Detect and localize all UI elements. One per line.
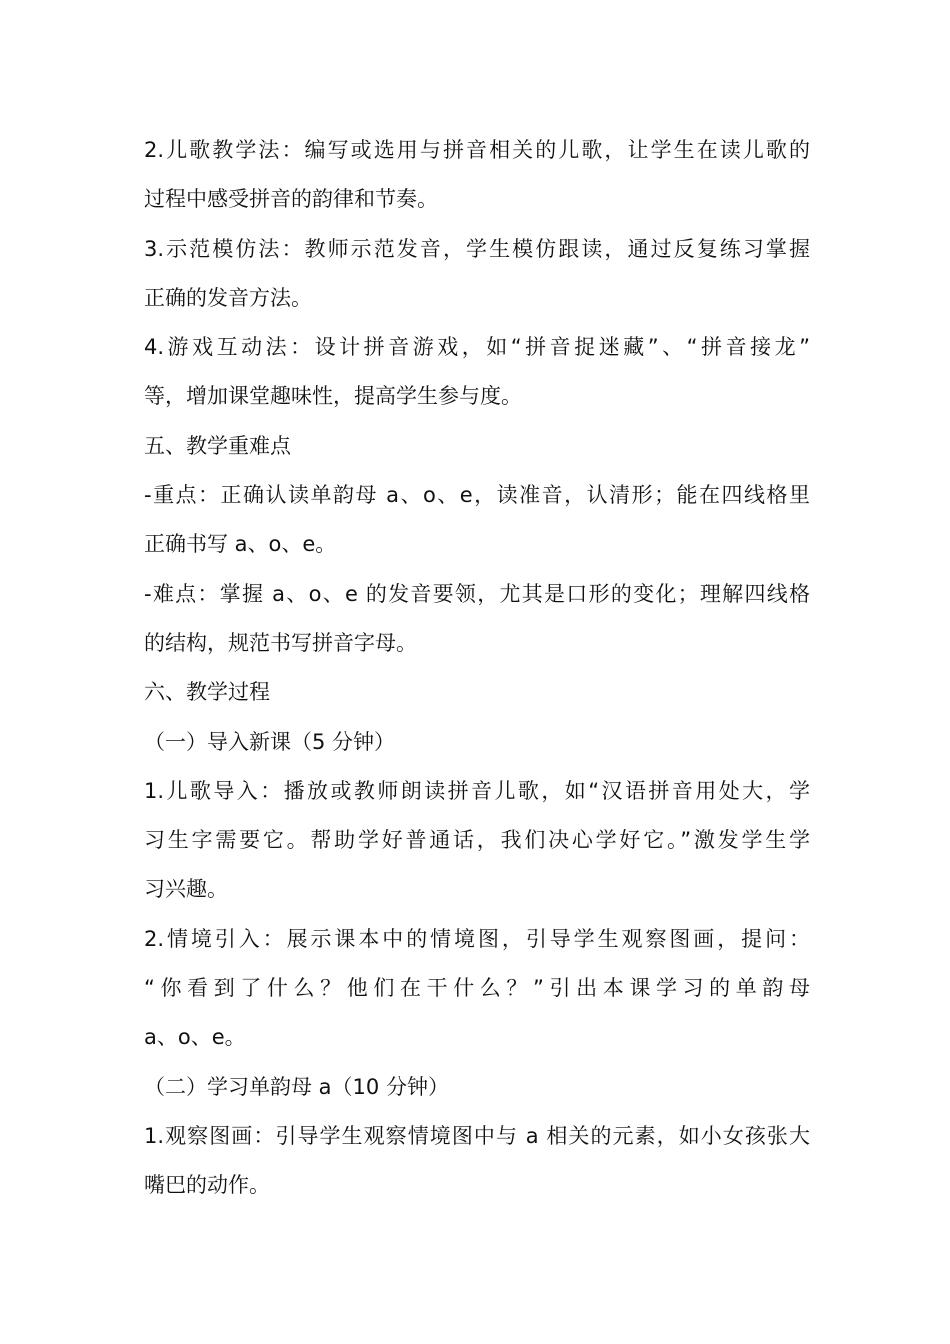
paragraph-line: 2.儿歌教学法：编写或选用与拼音相关的儿歌，让学生在读儿歌的 — [144, 138, 810, 162]
paragraph-line: a、o、e。 — [144, 1025, 246, 1050]
paragraph-line: 4.游戏互动法：设计拼音游戏，如“拼音捉迷藏”、“拼音接龙” — [144, 335, 810, 360]
paragraph-line: 3.示范模仿法：教师示范发音，学生模仿跟读，通过反复练习掌握 — [144, 236, 810, 261]
paragraph-line: 1.观察图画：引导学生观察情境图中与 a 相关的元素，如小女孩张大 — [144, 1123, 810, 1148]
paragraph-line: 嘴巴的动作。 — [144, 1173, 270, 1198]
paragraph-line: 的结构，规范书写拼音字母。 — [144, 630, 417, 655]
paragraph-line: 习生字需要它。帮助学好普通话，我们决心学好它。”激发学生学 — [144, 828, 810, 853]
section-heading: 五、教学重难点 — [144, 433, 291, 458]
document-body — [144, 126, 810, 1211]
paragraph-line: 等，增加课堂趣味性，提高学生参与度。 — [144, 384, 522, 409]
paragraph-line: 正确的发音方法。 — [144, 285, 312, 310]
paragraph-line: 2.情境引入：展示课本中的情境图，引导学生观察图画，提问： — [144, 926, 810, 951]
paragraph-line: 习兴趣。 — [144, 877, 228, 902]
subsection-heading: （二）学习单韵母 a（10 分钟） — [144, 1074, 449, 1099]
section-heading: 六、教学过程 — [144, 680, 270, 705]
subsection-heading: （一）导入新课（5 分钟） — [144, 729, 396, 754]
paragraph-line: 正确书写 a、o、e。 — [144, 532, 337, 557]
paragraph-line: 1.儿歌导入：播放或教师朗读拼音儿歌，如“汉语拼音用处大，学 — [144, 778, 810, 803]
paragraph-line: -难点：掌握 a、o、e 的发音要领，尤其是口形的变化；理解四线格 — [144, 581, 810, 606]
paragraph-line: “你看到了什么？他们在干什么？”引出本课学习的单韵母 — [144, 976, 810, 1001]
paragraph-line: -重点：正确认读单韵母 a、o、e，读准音，认清形；能在四线格里 — [144, 483, 810, 508]
paragraph-line: 过程中感受拼音的韵律和节奏。 — [144, 187, 438, 212]
